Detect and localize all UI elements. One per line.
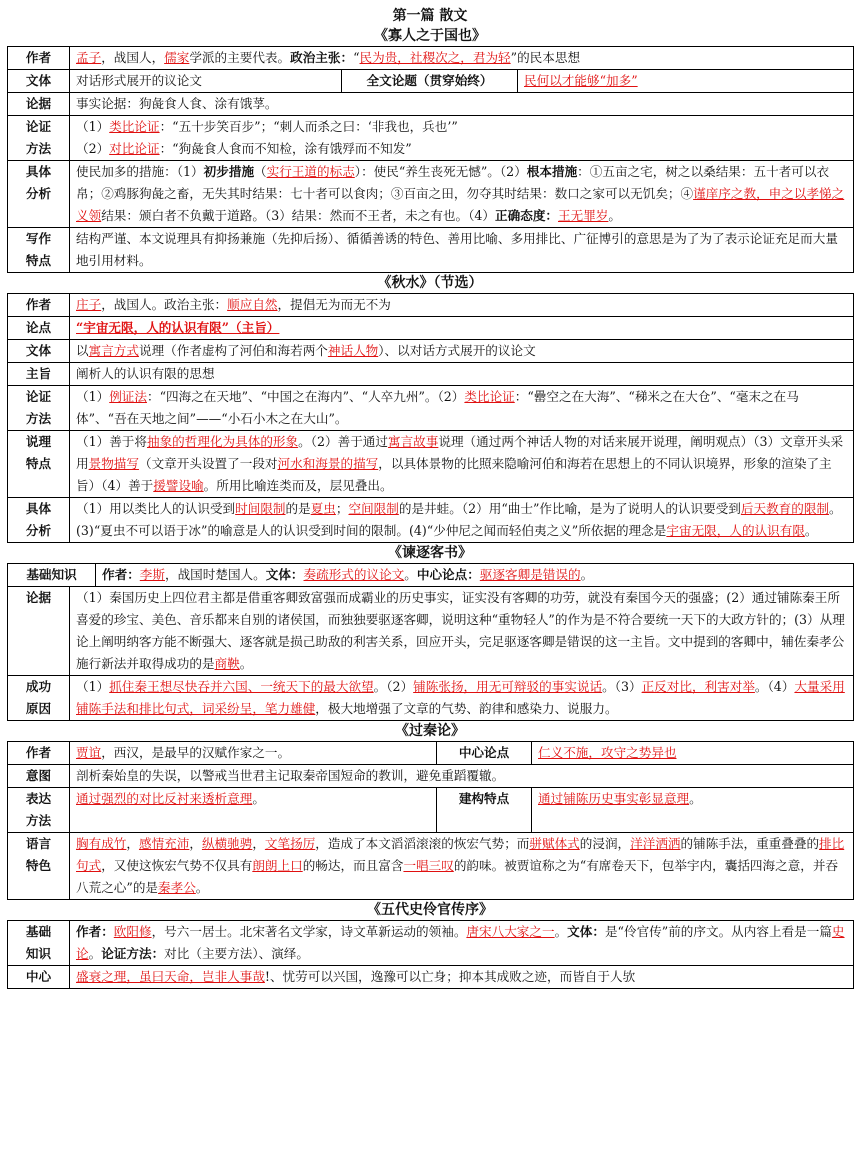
label-line: 分析 [25,523,52,538]
row-theme [8,363,854,386]
text: （1）秦国历史上四位君主都是借重客卿致富强而成霸业的历史事实，证实没有客卿的功劳，就没有秦国今天的强盛；(2）通过铺陈秦王所喜爱的珍宝、美色、音乐都来自别的诸侯国，而独独要驱逐客卿，说明这种“重物轻人”的作为是不符合要统一天下的大政方针的；(3）从理论上阐明纳客方能不断强大、逐客就是损己助敌的利害关系，回应开头，完足驱逐客卿是错误的这一主旨。文中提到的客卿中，辅佐秦孝公施行新法并取得成功的是 [76,590,845,671]
text: 。 [580,567,594,582]
cell-theme: 阐析人的认识有限的思想 [70,363,854,386]
red-text: 时间限制 [235,501,286,516]
label-reason [8,431,70,498]
red-text: 抓住秦王想尽快吞并六国、一统天下的最大欲望 [109,679,374,694]
text: 的韵味。被贾谊称之为“有席卷天下，包举宇内，囊括四海之意，并吞八荒之心”的是 [76,858,839,895]
row-express [8,788,854,833]
label-line: 特点 [25,253,52,268]
text: （ [254,164,267,179]
text: （1） [76,679,110,694]
red-text: 王无罪岁 [558,208,609,223]
red-text: 实行王道的标志 [266,164,355,179]
row-language [8,833,854,900]
text: 。 [252,791,265,806]
label-basic: 基础知识 [8,564,96,587]
row-success [8,676,854,721]
label-line: 知识 [25,946,52,961]
text: 对比（主要方法）、演绎。 [164,946,309,961]
cell-evidence [70,587,854,676]
row-evidence [8,93,854,116]
essay-title-guoqinlun: 《过秦论》 [395,723,465,739]
text: （1）用以类比人的认识受到 [76,501,236,516]
label-author: 作者 [8,742,70,765]
label-analysis [8,498,70,543]
label-line: 方法 [25,813,52,828]
author-name: 贾谊 [76,745,102,760]
label-line: 方法 [25,411,52,426]
text: 是“伶官传”前的序文。从内容上看是一篇 [604,924,832,939]
row-reason [8,431,854,498]
label-line: 特色 [25,858,52,873]
row-feature [8,228,854,273]
table-jianzhuke [7,563,854,721]
cell-analysis [70,498,854,543]
label-thesis: 中心论点 [437,742,532,765]
essay-title-lingguan: 《五代史伶官传序》 [367,902,493,918]
red-text: 景物描写 [88,456,139,471]
row-point [8,317,854,340]
text: ）：使民“养生丧死无憾”。（2） [354,164,527,179]
essay-title-guaren: 《寡人之于国也》 [374,28,486,44]
text: 学派的主要代表。 [189,50,291,65]
text: 说理（通过两个神话人物的对话来展开说理，阐明观点）（3）文章开头采用 [76,434,844,471]
text: 。（3） [602,679,642,694]
table-lingguan [7,920,854,989]
label-line: 成功 [25,679,52,694]
text: ，号六一居士。北宋著名文学家，诗文革新运动的领袖。 [151,924,467,939]
cell-author [70,294,854,317]
text: ：“四海之在天地”、“中国之在海内”、“人卒九州”。（2） [146,389,465,404]
text: ，极大地增强了文章的气势、韵律和感染力、说服力。 [315,701,618,716]
text: 。 [689,791,702,806]
text: ）、以对话方式展开的议论文 [378,343,536,358]
label-line: 分析 [25,186,52,201]
method-line [76,138,847,160]
text: 。 [554,924,568,939]
cell-analysis [70,161,854,228]
text: ， [126,836,139,851]
text: ， [252,836,265,851]
text: ：“狗彘食人食而不知检，涂有饿殍而不知发” [159,141,412,156]
label-success [8,676,70,721]
label-line: 说理 [25,434,52,449]
red-text: 胸有成竹 [76,836,127,851]
author-name: 李斯 [139,567,165,582]
row-author [8,294,854,317]
red-text: 奏疏形式的议论文 [303,567,405,582]
text: 的是 [285,501,311,516]
text: ，战国时楚国人。 [164,567,266,582]
cell-success [70,676,854,721]
claim-label: 政治主张： [290,50,354,65]
cell-thesis [518,70,854,93]
cell-basic [70,921,854,966]
text: 。 [88,946,102,961]
method-name: 类比论证 [109,119,160,134]
text: 。（2）善于通过 [298,434,388,449]
label-evidence: 论据 [8,93,70,116]
text: ， [189,836,202,851]
cell-author [70,742,437,765]
red-text: 铺陈张扬，用无可辩驳的事实说话 [413,679,603,694]
text: 的是井蛙。（2）用“曲士”作比喻，是为了说明人的认识要受到 [398,501,741,516]
label-line: 表达 [25,791,52,806]
label-line: 具体 [25,501,52,516]
row-analysis [8,161,854,228]
red-text: 秦孝公 [158,880,196,895]
label-language [8,833,70,900]
cell-method [70,386,854,431]
red-text: 援譬设喻 [153,478,204,493]
table-guoqinlun [7,741,854,900]
thesis: 民何以才能够“加多” [524,73,638,88]
red-text: 通过强烈的对比反衬来透析意理 [76,791,253,806]
cell-express [70,788,437,833]
row-analysis [8,498,854,543]
political-claim: 民为贵，社稷次之，君为轻 [359,50,511,65]
text: （文章开头设置了一段对 [138,456,278,471]
bold-text: 作者： [76,924,114,939]
row-method [8,116,854,161]
text: 的铺陈手法，重重叠叠的 [680,836,820,851]
label-theme: 主旨 [8,363,70,386]
text: 。 [404,567,417,582]
red-text: 宇宙无限，人的认识有限 [666,523,805,538]
red-text: 洋洋洒洒 [630,836,681,851]
text: “ [353,50,360,65]
label-basic [8,921,70,966]
text: 。（4） [754,679,795,694]
text: 。(3)“夏虫不可以语于冰”的喻意是人的认识受到时间的限制。(4)“少仲尼之闻而轻伯夷之义”所依据的理念是 [76,501,842,538]
cell-reason [70,431,854,498]
label-author: 作者 [8,294,70,317]
text: （1）善于将 [76,434,147,449]
cell-point [70,317,854,340]
text: 说理（作者虚构了河伯和海若两个 [138,343,328,358]
bold-text: 文体： [265,567,304,582]
method-name: 对比论证 [109,141,160,156]
row-genre [8,70,854,93]
red-text: 商鞅 [214,656,240,671]
text: 。 [195,880,209,895]
red-text: 寓言方式 [88,343,139,358]
row-center [8,966,854,989]
school: 儒家 [164,50,190,65]
cell-genre: 对话形式展开的议论文 [70,70,342,93]
label-line: 论证 [25,389,52,404]
row-evidence [8,587,854,676]
author-name: 孟子 [76,50,102,65]
text: ，西汉，是最早的汉赋作家之一。 [101,745,291,760]
essay-title-jianzhuke: 《谏逐客书》 [388,545,472,561]
text: 。 [239,656,253,671]
red-text: 抽象的哲理化为具体的形象 [146,434,299,449]
row-basic [8,564,854,587]
bold-text: 论证方法： [101,946,165,961]
red-text: 神话人物 [327,343,379,358]
text: !、忧劳可以兴国，逸豫可以亡身；抑本其成败之迹，而皆自于人欤 [264,969,636,984]
essay-title-qiushui: 《秋水》（节选） [377,275,483,291]
thesis: “宇宙无限，人的认识有限”（主旨） [76,320,280,335]
text: 以 [76,343,89,358]
red-text: 寓言故事 [387,434,439,449]
row-basic [8,921,854,966]
label-author: 作者 [8,47,70,70]
table-guaren [7,46,854,273]
text: ，提倡无为而无不为 [277,297,391,312]
label-line: 方法 [25,141,52,156]
text: ，以具体景物的比照来隐喻河伯和海若在思想上的不同认识境界，形象的渲染了主旨）（4）善于 [76,456,832,493]
red-text: 河水和海景的描写 [277,456,379,471]
label-feature [8,228,70,273]
red-text: 大量采用铺陈手法和排比句式，词采纷呈，笔力雄健 [76,679,845,716]
red-text: 盛衰之理，虽曰天命，岂非人事哉 [76,969,265,984]
label-genre: 文体 [8,340,70,363]
label-line: 特点 [25,456,52,471]
red-text: 朗朗上口 [252,858,303,873]
label-center: 中心 [8,966,70,989]
cell-method [70,116,854,161]
row-method [8,386,854,431]
cell-structure [532,788,854,833]
label-intent: 意图 [8,765,70,788]
text: ，战国人。政治主张： [101,297,228,312]
red-text: 正反对比，利害对举 [641,679,755,694]
text: 。（2） [373,679,414,694]
text: 的畅达，而且富含 [302,858,404,873]
text: 。所用比喻连类而及，层见叠出。 [203,478,393,493]
text: 。 [608,208,621,223]
text: ，又使这恢宏气势不仅具有 [101,858,253,873]
table-qiushui [7,293,854,543]
text: （1） [76,119,110,134]
label-line: 基础 [25,924,52,939]
cell-basic [96,564,854,587]
label-analysis [8,161,70,228]
cell-genre [70,340,854,363]
bold-text: 初步措施 [203,164,255,179]
cell-intent: 剖析秦始皇的失误，以警戒当世君主记取秦帝国短命的教训，避免重蹈覆辙。 [70,765,854,788]
method-line [76,116,847,138]
text: 的浸润， [579,836,631,851]
text: （2） [76,141,110,156]
method-name: 类比论证 [464,389,515,404]
label-method [8,116,70,161]
label-line: 写作 [25,231,52,246]
cell-evidence: 事实论据：狗彘食人食、涂有饿莩。 [70,93,854,116]
red-text: 后天教育的限制 [740,501,830,516]
red-text: 排比句式 [76,836,845,873]
label-express [8,788,70,833]
author-name: 庄子 [76,297,102,312]
text: ； [335,501,349,516]
row-genre [8,340,854,363]
red-text: 唐宋八大家之一 [466,924,555,939]
label-line: 原因 [25,701,52,716]
text: ：“罍空之在大海”、“稊米之在大仓”、“毫末之在马体”、“吾在天地之间”——“小石小木之在大山”。 [76,389,799,426]
cell-language [70,833,854,900]
text: ，战国人， [101,50,165,65]
red-text: 骈赋体式 [529,836,580,851]
label-thesis: 全文论题（贯穿始终） [342,70,518,93]
red-text: 一唱三叹 [403,858,454,873]
row-author [8,47,854,70]
text: ”的民本思想 [510,50,581,65]
red-text: 纵横驰骋 [201,836,253,851]
part-title: 第一篇 散文 [392,8,468,24]
bold-text: 作者： [102,567,140,582]
row-intent [8,765,854,788]
red-text: 通过铺陈历史事实彰显意理 [538,791,690,806]
red-text: 夏虫 [310,501,336,516]
cell-author [70,47,854,70]
text: ，造成了本文滔滔滚滚的恢宏气势；而 [315,836,530,851]
red-text: 文笔扬厉 [264,836,316,851]
thesis: 驱逐客卿是错误的 [479,567,581,582]
red-text: 空间限制 [348,501,399,516]
text: 使民加多的措施：（1） [76,164,204,179]
bold-text: 根本措施 [526,164,578,179]
red-text: 谨庠序之教，申之以孝悌之义领 [76,186,845,223]
label-genre: 文体 [8,70,70,93]
cell-center [70,966,854,989]
row-author [8,742,854,765]
label-point: 论点 [8,317,70,340]
red-text: 史论 [76,924,845,961]
method-name: 例证法 [109,389,147,404]
label-structure: 建构特点 [437,788,532,833]
label-line: 论证 [25,119,52,134]
label-evidence: 论据 [8,587,70,676]
red-text: 感情充沛 [138,836,190,851]
label-line: 语言 [25,836,52,851]
text: ：①五亩之宅，树之以桑结果：五十者可以衣帛；②鸡豚狗彘之畜，无失其时结果：七十者可以食肉；③百亩之田，勿夺其时结果：数口之家可以无饥矣；④ [76,164,830,201]
label-method [8,386,70,431]
bold-text: 文体： [567,924,605,939]
text: ：“五十步笑百步”；“刺人而杀之曰：‘非我也，兵也’” [159,119,458,134]
text: 。 [804,523,818,538]
bold-text: 正确态度： [495,208,558,223]
cell-thesis [532,742,854,765]
label-line: 具体 [25,164,52,179]
thesis: 仁义不施，攻守之势异也 [538,745,677,760]
bold-text: 中心论点： [416,567,480,582]
text: （1） [76,389,110,404]
text: 结果：颁白者不负戴于道路。（3）结果：然而不王者，未之有也。（4） [101,208,496,223]
cell-feature: 结构严谨、本文说理具有抑扬兼施（先抑后扬）、循循善诱的特色、善用比喻、多用排比、广征博引的意思是为了为了表示论证充足而大量地引用材料。 [70,228,854,273]
political-claim: 顺应自然 [227,297,278,312]
author-name: 欧阳修 [113,924,152,939]
